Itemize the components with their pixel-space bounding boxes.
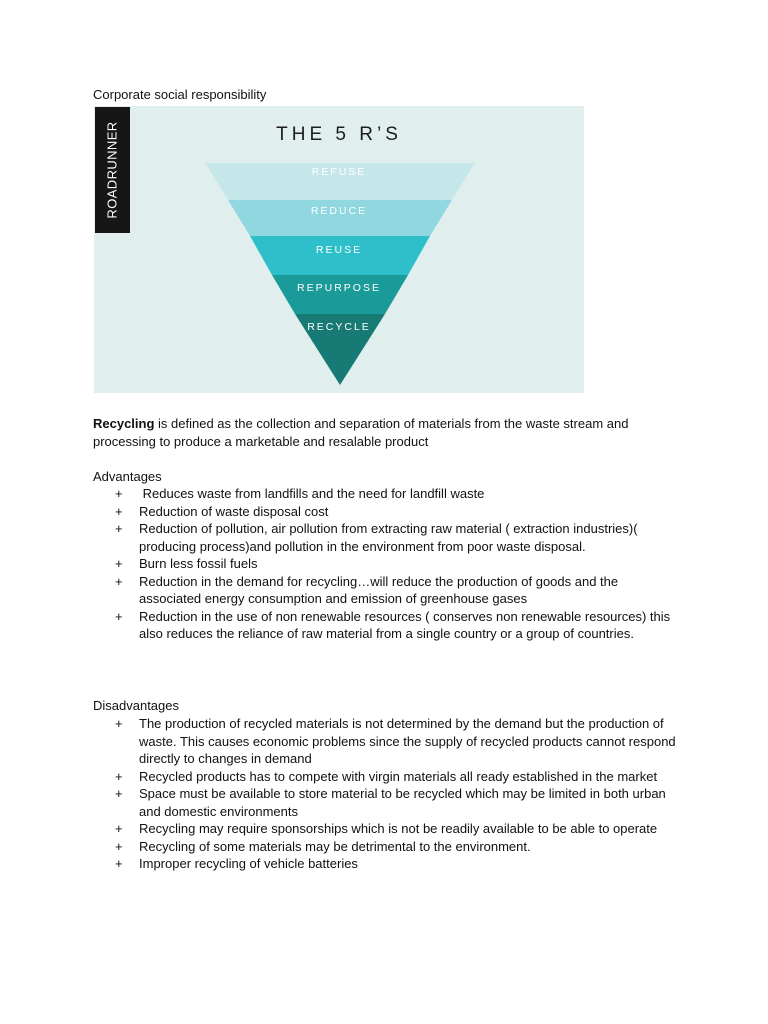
list-item xyxy=(93,785,683,820)
figure-title: THE 5 R’S xyxy=(276,124,402,145)
list-item-text: Space must be available to store material to be recycled which may be limited in both urban and domestic environments xyxy=(139,786,666,819)
list-item xyxy=(93,715,683,768)
list-item-text: Reduction in the use of non renewable resources ( conserves non renewable resources) this also reduces the reliance of raw material from a single country or a group of countries. xyxy=(139,608,671,641)
bullet-mark: + xyxy=(115,521,123,536)
list-item xyxy=(93,838,683,856)
list-item-text: Recycling may require sponsorships which is not be readily available to be able to operate xyxy=(139,821,658,836)
bullet-mark: + xyxy=(115,838,123,854)
list-item xyxy=(93,485,683,503)
list-item-text: The production of recycled materials is not determined by the demand but the production of waste. This causes economic problems since the supply of recycled products cannot respond directly to changes in demand xyxy=(139,716,676,766)
bullet-mark: + xyxy=(115,573,123,589)
list-item-text: Improper recycling of vehicle batteries xyxy=(139,856,358,871)
list-item-text: Reduction of pollution, air pollution from extracting raw material ( extraction industries)( producing process)and pollution in the environment from poor waste disposal. xyxy=(139,521,638,554)
list-item-text: Recycling of some materials may be detrimental to the environment. xyxy=(139,838,531,854)
list-item xyxy=(93,503,683,521)
disadvantages-heading: Disadvantages xyxy=(93,698,179,713)
bullet-mark: + xyxy=(115,556,123,571)
logo-text: ROADRUNNER xyxy=(104,121,120,219)
list-item xyxy=(93,555,683,573)
bullet-mark: + xyxy=(115,503,123,519)
list-item-text: Reduction in the demand for recycling…will reduce the production of goods and the associated energy consumption and emission of greenhouse gases xyxy=(139,573,619,606)
level-label-reduce: REDUCE xyxy=(310,205,368,217)
bullet-mark: + xyxy=(115,608,123,624)
level-label-recycle: RECYCLE xyxy=(307,321,371,333)
list-item xyxy=(93,768,683,786)
bullet-mark: + xyxy=(115,821,123,836)
list-item-text: Reduction of waste disposal cost xyxy=(139,503,329,519)
list-item xyxy=(93,855,683,873)
level-label-repurpose: REPURPOSE xyxy=(297,282,381,294)
bullet-mark: + xyxy=(115,716,123,731)
list-item xyxy=(93,520,683,555)
bullet-mark: + xyxy=(115,486,123,501)
five-rs-figure xyxy=(94,106,584,393)
bullet-mark: + xyxy=(115,768,123,784)
level-label-refuse: REFUSE xyxy=(311,166,367,178)
list-item xyxy=(93,573,683,608)
advantages-heading: Advantages xyxy=(93,469,162,484)
recycling-definition xyxy=(93,415,693,450)
list-item xyxy=(93,608,683,643)
definition-term: Recycling xyxy=(93,416,155,431)
page-title: Corporate social responsibility xyxy=(93,87,267,102)
bullet-mark: + xyxy=(115,786,123,801)
list-item-text: Burn less fossil fuels xyxy=(139,556,258,571)
advantages-list xyxy=(93,485,683,643)
definition-text: is defined as the collection and separation of materials from the waste stream and processing to produce a marketable and resalable product xyxy=(93,416,629,449)
disadvantages-list xyxy=(93,715,683,873)
level-label-reuse: REUSE xyxy=(315,244,363,256)
list-item-text: Recycled products has to compete with virgin materials all ready established in the market xyxy=(139,768,658,784)
bullet-mark: + xyxy=(115,856,123,871)
list-item xyxy=(93,820,683,838)
list-item-text: Reduces waste from landfills and the need for landfill waste xyxy=(139,486,485,501)
